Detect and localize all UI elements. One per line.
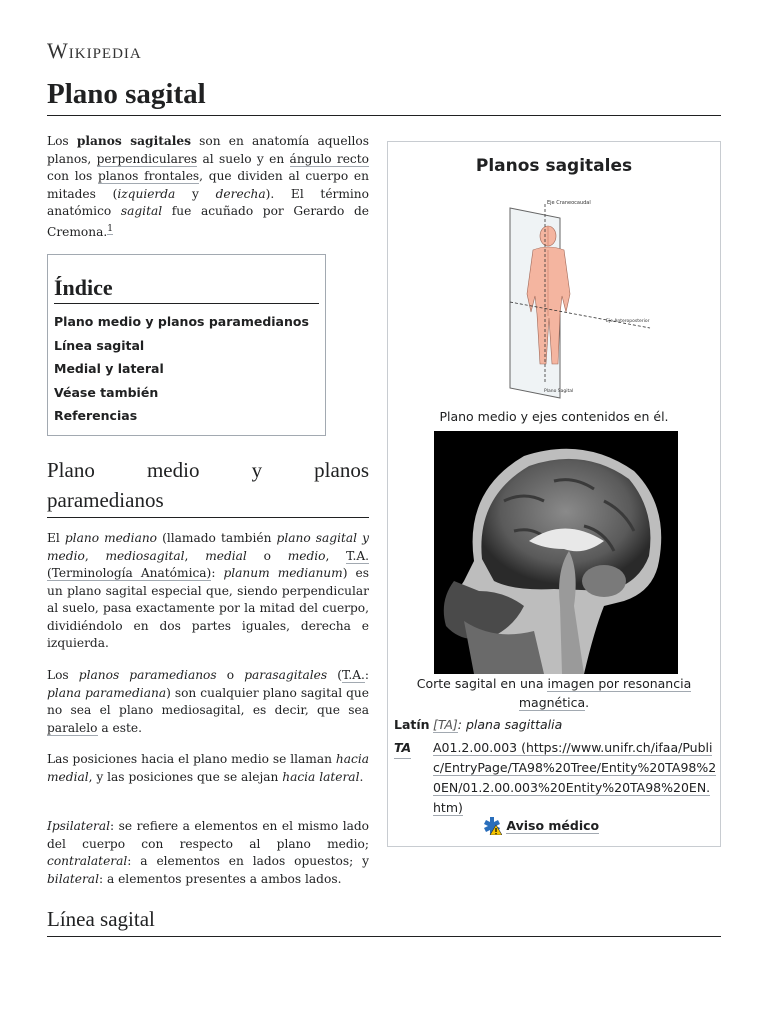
toc-item[interactable]: Plano medio y planos paramedianos	[54, 314, 309, 329]
page-title: Plano sagital	[47, 78, 721, 116]
ta-key[interactable]: TA	[394, 738, 411, 759]
link-perpendiculares[interactable]: perpendiculares	[96, 151, 198, 166]
section-heading-plano-medio: Plano medio y planos paramedianos	[47, 455, 369, 518]
wikipedia-logo[interactable]: Wikipedia	[47, 38, 142, 63]
mri-caption: Corte sagital en una imagen por resonancia magnética.	[416, 676, 692, 710]
section-heading-linea-sagital: Línea sagital	[47, 905, 721, 937]
table-of-contents	[47, 254, 326, 436]
link-paralelo[interactable]: paralelo	[47, 720, 98, 735]
toc-item[interactable]: Línea sagital	[54, 337, 145, 353]
aviso-medico[interactable]: Aviso médico	[482, 817, 599, 835]
diagram-label-top: Eje Craneocaudal	[547, 200, 591, 206]
paragraph-posiciones: Las posiciones hacia el plano medio se llaman hacia medial, y las posiciones que se alejan hacia lateral.	[47, 752, 369, 784]
infobox: Planos sagitales Eje Craneocaudal Eje Anteroposterior Plano Sagital Plano medio y ejes contenidos en él. Corte sagital en una imagen por resonancia magnética. Latín [TA]: plana sagittalia TA A01.2.00.003 (https://www.unifr.ch/ifaa/Public/EntryPage/TA98%20Tree/Entity%20TA98%20EN/01.2.00.003%20Entity%20TA98%20EN.htm) Aviso médico	[387, 141, 721, 847]
paragraph-ipsilateral: Ipsilateral: se refiere a elementos en el mismo lado del cuerpo con respecto al plano medio; contralateral: a elementos en lados opuestos; y bilateral: a elementos presentes a ambos lados.	[47, 819, 369, 886]
link-ta-latin[interactable]: [TA]	[433, 717, 458, 732]
diagram-label-right: Eje Anteroposterior	[606, 319, 650, 324]
link-planos-frontales[interactable]: planos frontales	[97, 169, 200, 183]
paragraph-paramedianos: Los planos paramedianos o parasagitales (T.A.: plana paramediana) son cualquier plano sagital que no sea el plano mediosagital, es decir, que sea paralelo a este.	[47, 668, 370, 735]
diagram-caption: Plano medio y ejes contenidos en él.	[439, 409, 669, 424]
sagittal-plane-diagram[interactable]	[500, 194, 660, 399]
link-ta-entry[interactable]: A01.2.00.003 (https://www.unifr.ch/ifaa/Public/EntryPage/TA98%20Tree/Entity%20TA98%20EN/01.2.00.003%20Entity%20TA98%20EN.htm)	[433, 740, 717, 815]
paragraph-plano-mediano: El plano mediano (llamado también plano sagital y medio, mediosagital, medial o medio, T.A. (Terminología Anatómica): planum medianum) es un plano sagital especial que, siendo perpendicular al suelo, pasa exactamente por la mitad del cuerpo, dividiéndolo en dos partes iguales, derecha e izquierda.	[47, 531, 370, 650]
link-resonancia-magnetica[interactable]: imagen por resonancia magnética	[518, 676, 692, 710]
link-ta[interactable]: T.A.	[342, 668, 365, 682]
infobox-title: Planos sagitales	[475, 156, 633, 176]
toc-item[interactable]: Véase también	[54, 384, 159, 400]
toc-item[interactable]: Referencias	[54, 408, 138, 423]
reference-1[interactable]: 1	[107, 223, 113, 234]
diagram-label-bottom: Plano Sagital	[544, 389, 574, 394]
toc-item[interactable]: Medial y lateral	[54, 361, 164, 376]
link-angulo-recto[interactable]: ángulo recto	[289, 151, 369, 166]
link-terminologia-anatomica[interactable]: T.A. (Terminología Anatómica)	[47, 548, 370, 580]
intro-paragraph: Los planos sagitales son en anatomía aquellos planos, perpendiculares al suelo y en ángulo recto con los planos frontales, que dividen al cuerpo en mitades (izquierda y derecha). El término anatómico sagital fue acuñado por Gerardo de Cremona.$^1$	[47, 134, 370, 239]
mri-sagittal-image[interactable]	[434, 431, 678, 674]
toc-heading: Índice	[54, 275, 319, 304]
medical-warning-icon	[482, 817, 502, 835]
